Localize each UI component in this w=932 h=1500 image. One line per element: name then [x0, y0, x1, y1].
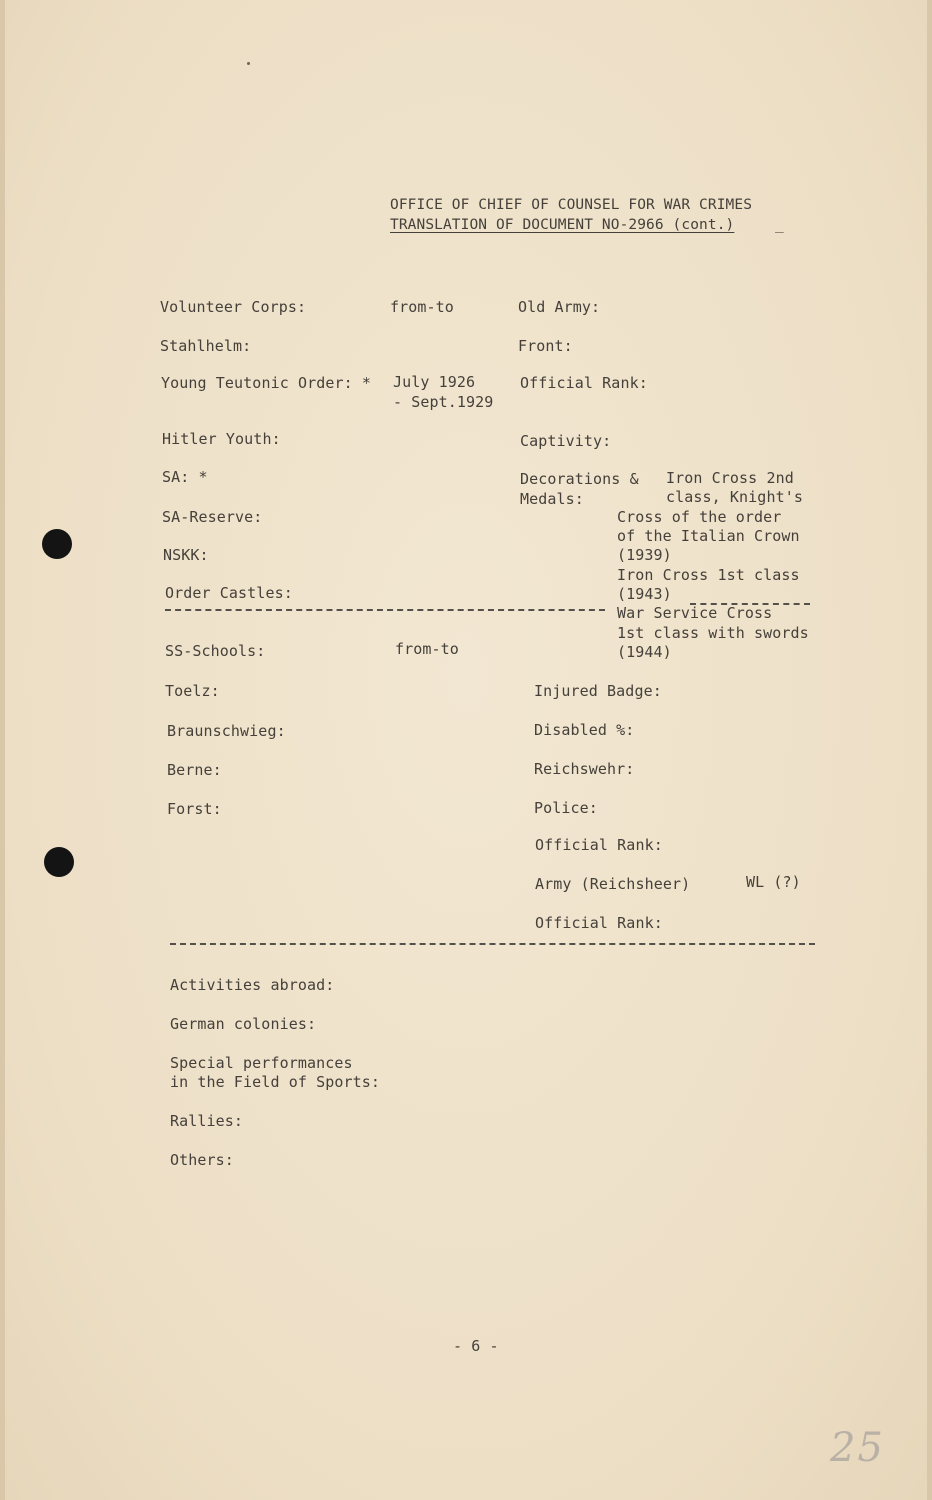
young-teutonic-date-end: - Sept.1929 — [393, 393, 494, 411]
label-army-reichsheer: Army (Reichsheer) — [535, 875, 691, 893]
label-injured-badge: Injured Badge: — [534, 682, 662, 700]
label-forst: Forst: — [167, 800, 222, 818]
label-official-rank: Official Rank: — [520, 374, 648, 392]
young-teutonic-date-start: July 1926 — [393, 373, 476, 391]
label-medals: Medals: — [520, 490, 584, 508]
label-ss-schools: SS-Schools: — [165, 642, 266, 660]
label-sa-reserve: SA-Reserve: — [162, 508, 263, 526]
label-captivity: Captivity: — [520, 432, 612, 450]
header-office-line: OFFICE OF CHIEF OF COUNSEL FOR WAR CRIMES — [390, 197, 753, 213]
pencil-page-note: 25 — [830, 1425, 885, 1471]
decoration-line: class, Knight's — [666, 488, 803, 506]
decoration-line: 1st class with swords — [617, 624, 809, 642]
header-translation-line: TRANSLATION OF DOCUMENT NO-2966 (cont.) — [390, 217, 735, 233]
label-old-army: Old Army: — [518, 298, 601, 316]
label-activities-abroad: Activities abroad: — [170, 976, 335, 994]
decoration-line: Iron Cross 1st class — [617, 566, 800, 584]
decoration-line: of the Italian Crown — [617, 527, 800, 545]
label-german-colonies: German colonies: — [170, 1015, 317, 1033]
punch-hole-top — [42, 529, 72, 559]
dashed-separator-upper — [165, 609, 605, 611]
dashed-separator-lower — [170, 943, 815, 945]
decoration-line: Iron Cross 2nd — [666, 469, 794, 487]
label-braunschweig: Braunschwieg: — [167, 722, 286, 740]
label-berne: Berne: — [167, 761, 222, 779]
decoration-line: (1943) — [617, 585, 672, 603]
decoration-line: (1944) — [617, 643, 672, 661]
dashed-separator-upper-right — [690, 603, 810, 605]
paper-speck — [247, 62, 250, 65]
punch-hole-bottom — [44, 847, 74, 877]
header-tail-mark: _ — [775, 217, 784, 233]
page-left-edge — [0, 0, 5, 1500]
label-official-rank-army: Official Rank: — [535, 914, 663, 932]
label-young-teutonic-order: Young Teutonic Order: * — [161, 374, 372, 392]
label-special-performances: Special performances — [170, 1054, 353, 1072]
label-police: Police: — [534, 799, 598, 817]
label-field-of-sports: in the Field of Sports: — [170, 1073, 381, 1091]
label-sa: SA: * — [162, 468, 208, 486]
decoration-line: War Service Cross — [617, 604, 773, 622]
label-others: Others: — [170, 1151, 234, 1169]
ss-schools-from-to: from-to — [395, 640, 459, 658]
decoration-line: Cross of the order — [617, 508, 782, 526]
label-hitler-youth: Hitler Youth: — [162, 430, 281, 448]
label-front: Front: — [518, 337, 573, 355]
decoration-line: (1939) — [617, 546, 672, 564]
label-toelz: Toelz: — [165, 682, 220, 700]
volunteer-from-to: from-to — [390, 298, 454, 316]
label-reichswehr: Reichswehr: — [534, 760, 635, 778]
label-disabled-percent: Disabled %: — [534, 721, 635, 739]
label-decorations: Decorations & — [520, 470, 639, 488]
label-rallies: Rallies: — [170, 1112, 244, 1130]
label-official-rank-police: Official Rank: — [535, 836, 663, 854]
label-volunteer-corps: Volunteer Corps: — [160, 298, 307, 316]
army-reichsheer-value: WL (?) — [746, 873, 801, 891]
label-nskk: NSKK: — [163, 546, 209, 564]
page-number: - 6 - — [453, 1337, 499, 1355]
label-order-castles: Order Castles: — [165, 584, 293, 602]
label-stahlhelm: Stahlhelm: — [160, 337, 252, 355]
page-right-edge — [927, 0, 932, 1500]
